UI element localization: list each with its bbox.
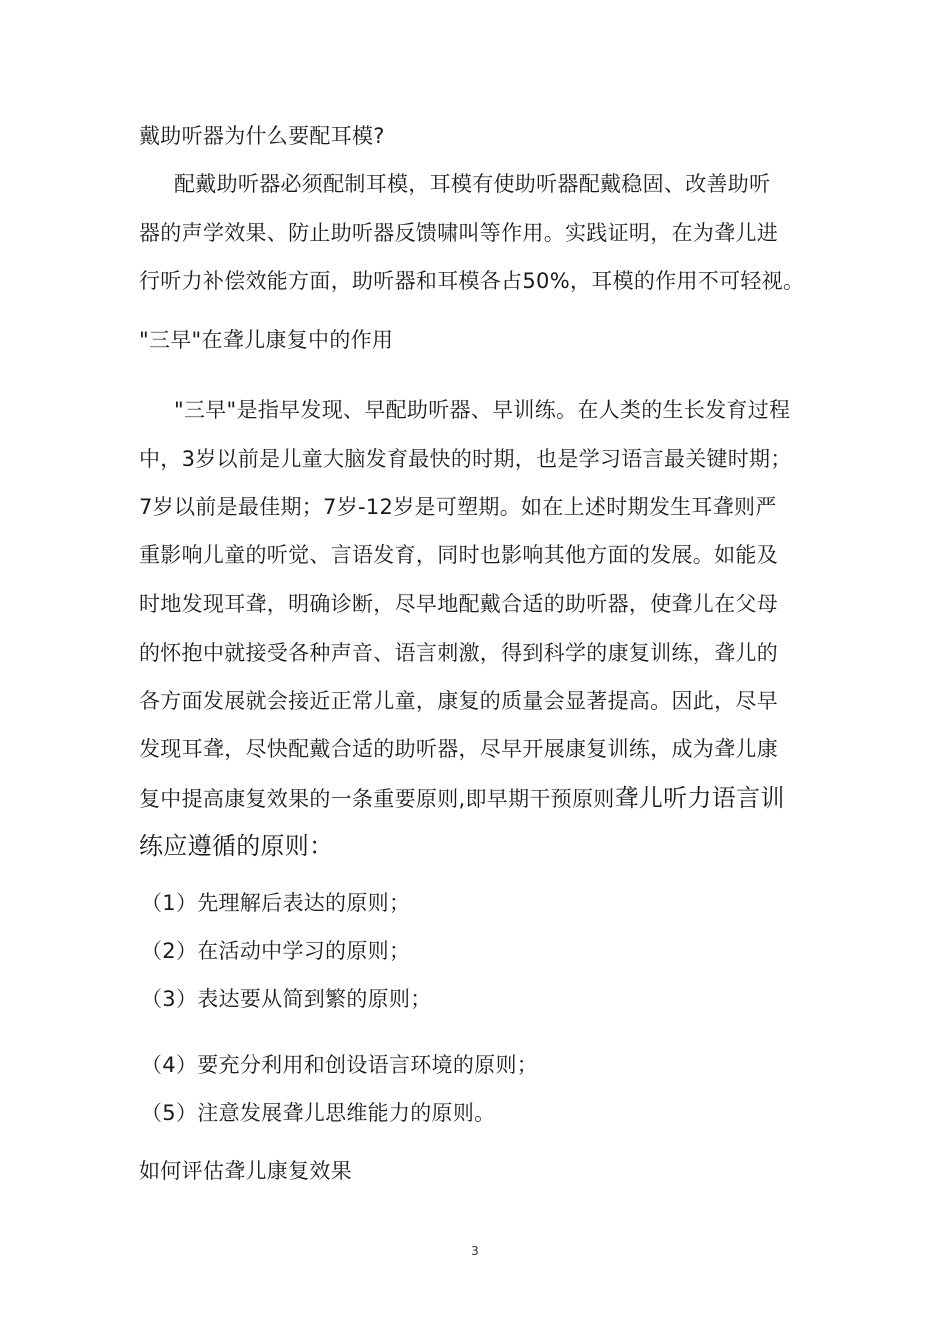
paragraph-line: 重影响儿童的听觉、言语发育，同时也影响其他方面的发展。如能及 <box>139 543 778 567</box>
paragraph-line-mixed <box>139 784 785 813</box>
list-item: （2）在活动中学习的原则； <box>141 939 411 963</box>
heading-training-principles-end: 练应遵循的原则： <box>139 832 334 860</box>
list-item: （5）注意发展聋儿思维能力的原则。 <box>141 1101 496 1125</box>
paragraph-line: 各方面发展就会接近正常儿童，康复的质量会显著提高。因此，尽早 <box>139 689 778 713</box>
list-item: （1）先理解后表达的原则； <box>141 891 411 915</box>
paragraph-text: 复中提高康复效果的一条重要原则,即早期干预原则 <box>139 787 615 811</box>
page-number: 3 <box>471 1244 479 1258</box>
paragraph-line: 的怀抱中就接受各种声音、语言刺激，得到科学的康复训练，聋儿的 <box>139 641 778 665</box>
heading-training-principles-start: 聋儿听力语言训 <box>614 784 785 812</box>
list-item: （4）要充分利用和创设语言环境的原则； <box>141 1053 539 1077</box>
heading-ear-mold: 戴助听器为什么要配耳模? <box>139 124 385 148</box>
paragraph-line: 中，3岁以前是儿童大脑发育最快的时期，也是学习语言最关键时期； <box>139 447 792 471</box>
list-item: （3）表达要从简到繁的原则； <box>141 987 432 1011</box>
paragraph-line: 时地发现耳聋，明确诊断，尽早地配戴合适的助听器，使聋儿在父母 <box>139 592 778 616</box>
paragraph-line: 发现耳聋，尽快配戴合适的助听器，尽早开展康复训练，成为聋儿康 <box>139 737 778 761</box>
paragraph-line: 行听力补偿效能方面，助听器和耳模各占50%，耳模的作用不可轻视。 <box>139 269 805 293</box>
paragraph-line: 器的声学效果、防止助听器反馈啸叫等作用。实践证明，在为聋儿进 <box>139 221 778 245</box>
heading-evaluate-rehab: 如何评估聋儿康复效果 <box>139 1159 352 1183</box>
paragraph-line: 7岁以前是最佳期；7岁-12岁是可塑期。如在上述时期发生耳聋则严 <box>139 495 777 519</box>
paragraph-line: 配戴助听器必须配制耳模，耳模有使助听器配戴稳固、改善助听 <box>174 172 771 196</box>
heading-three-early: "三早"在聋儿康复中的作用 <box>139 328 394 352</box>
paragraph-line: "三早"是指早发现、早配助听器、早训练。在人类的生长发育过程 <box>174 398 791 422</box>
